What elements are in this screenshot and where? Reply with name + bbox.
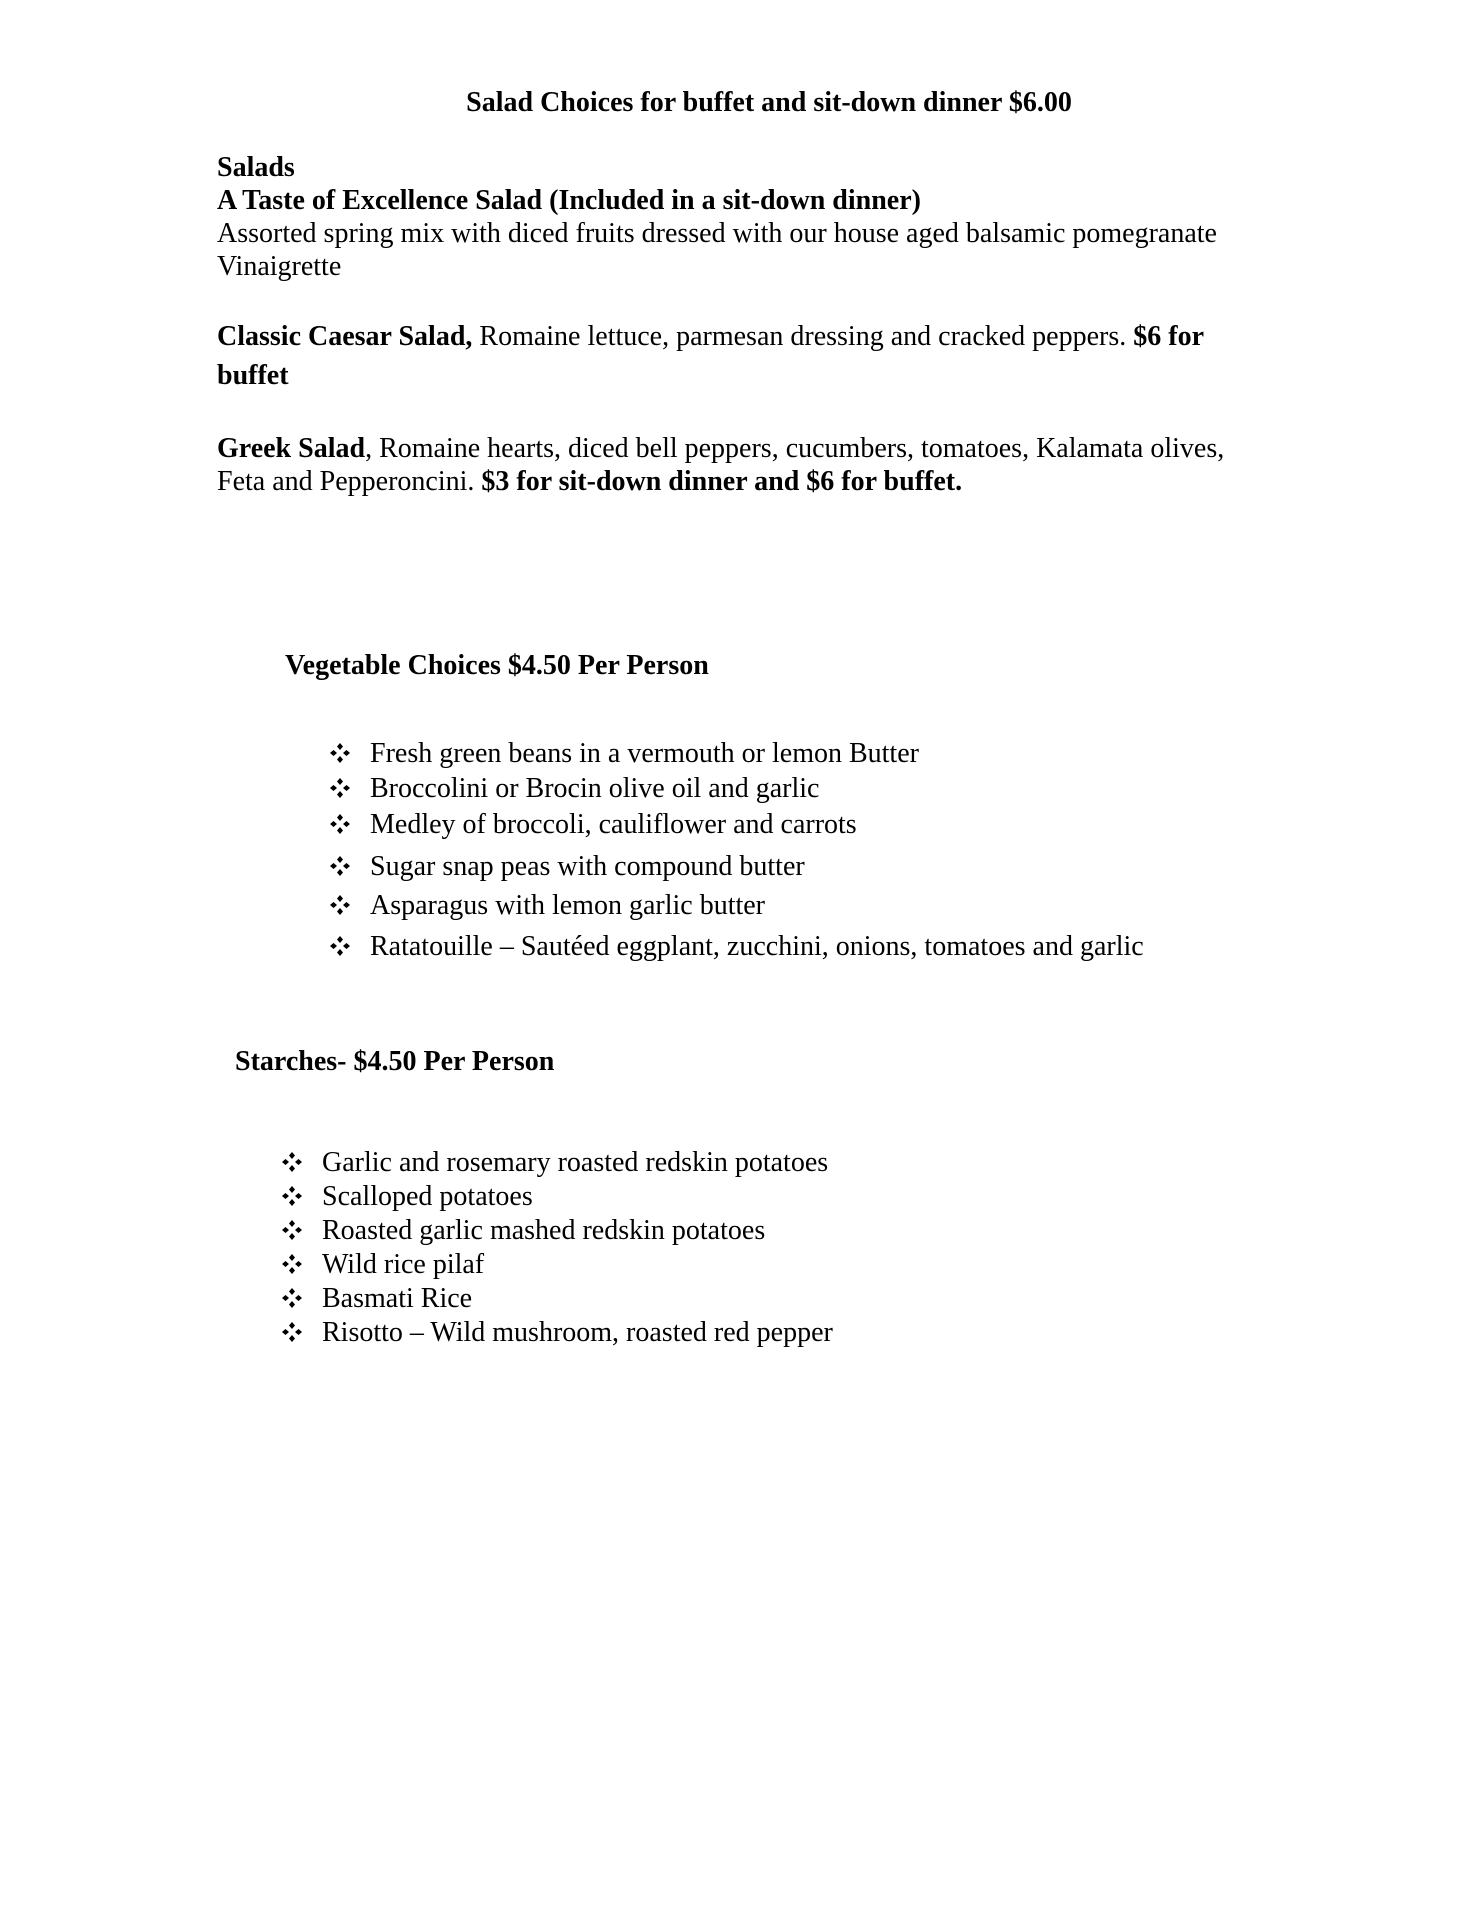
list-item [330, 737, 919, 771]
diamond-bullet-icon [330, 743, 350, 763]
excellence-salad-description: Assorted spring mix with diced fruits dressed with our house aged balsamic pomegranate Vinaigrette [217, 218, 1217, 282]
caesar-salad-name: Classic Caesar Salad, [217, 321, 473, 352]
list-item-label: Ratatouille – Sautéed eggplant, zucchini, onions, tomatoes and garlic [370, 931, 1144, 962]
caesar-salad-price: $6 for buffet [217, 321, 1204, 391]
list-item-label: Risotto – Wild mushroom, roasted red pepper [322, 1317, 833, 1348]
list-item [282, 1214, 765, 1248]
list-item-label: Roasted garlic mashed redskin potatoes [322, 1215, 766, 1246]
diamond-bullet-icon [282, 1220, 302, 1240]
salads-heading: Salads [217, 152, 295, 183]
diamond-bullet-icon [282, 1254, 302, 1274]
list-item-label: Broccolini or Brocin olive oil and garlic [370, 773, 820, 804]
greek-salad-description: , Romaine hearts, diced bell peppers, cucumbers, tomatoes, Kalamata olives, Feta and Pepperoncini. [217, 433, 1225, 497]
list-item [330, 808, 857, 842]
diamond-bullet-icon [330, 814, 350, 834]
list-item [282, 1248, 484, 1282]
list-item-label: Wild rice pilaf [322, 1249, 485, 1280]
diamond-bullet-icon [330, 895, 350, 915]
list-item-label: Garlic and rosemary roasted redskin potatoes [322, 1147, 829, 1178]
list-item-label: Asparagus with lemon garlic butter [370, 890, 766, 921]
diamond-bullet-icon [330, 778, 350, 798]
list-item-label: Scalloped potatoes [322, 1181, 533, 1212]
greek-salad-price: $3 for sit-down dinner and $6 for buffet. [481, 466, 963, 497]
list-item-label: Medley of broccoli, cauliflower and carrots [370, 809, 857, 840]
caesar-salad-description: Romaine lettuce, parmesan dressing and cracked peppers. [472, 321, 1134, 352]
diamond-bullet-icon [282, 1186, 302, 1206]
diamond-bullet-icon [330, 936, 350, 956]
list-item [282, 1282, 472, 1316]
starches-heading: Starches- $4.50 Per Person [235, 1046, 555, 1077]
vegetables-heading: Vegetable Choices $4.50 Per Person [285, 650, 709, 681]
page-title: Salad Choices for buffet and sit-down dinner $6.00 [466, 87, 1072, 118]
list-item-label: Fresh green beans in a vermouth or lemon Butter [370, 738, 919, 769]
list-item [282, 1180, 533, 1214]
list-item [330, 772, 819, 806]
list-item [330, 889, 765, 923]
list-item [282, 1316, 833, 1350]
list-item [330, 930, 1144, 964]
diamond-bullet-icon [282, 1288, 302, 1308]
list-item [330, 850, 805, 884]
caesar-salad-entry [217, 317, 1277, 395]
diamond-bullet-icon [282, 1322, 302, 1342]
diamond-bullet-icon [282, 1152, 302, 1172]
list-item-label: Basmati Rice [322, 1283, 473, 1314]
list-item-label: Sugar snap peas with compound butter [370, 851, 805, 882]
excellence-salad-name: A Taste of Excellence Salad (Included in a sit-down dinner) [217, 185, 921, 216]
diamond-bullet-icon [330, 856, 350, 876]
list-item [282, 1146, 828, 1180]
greek-salad-entry [217, 432, 1277, 498]
greek-salad-name: Greek Salad [217, 433, 366, 464]
